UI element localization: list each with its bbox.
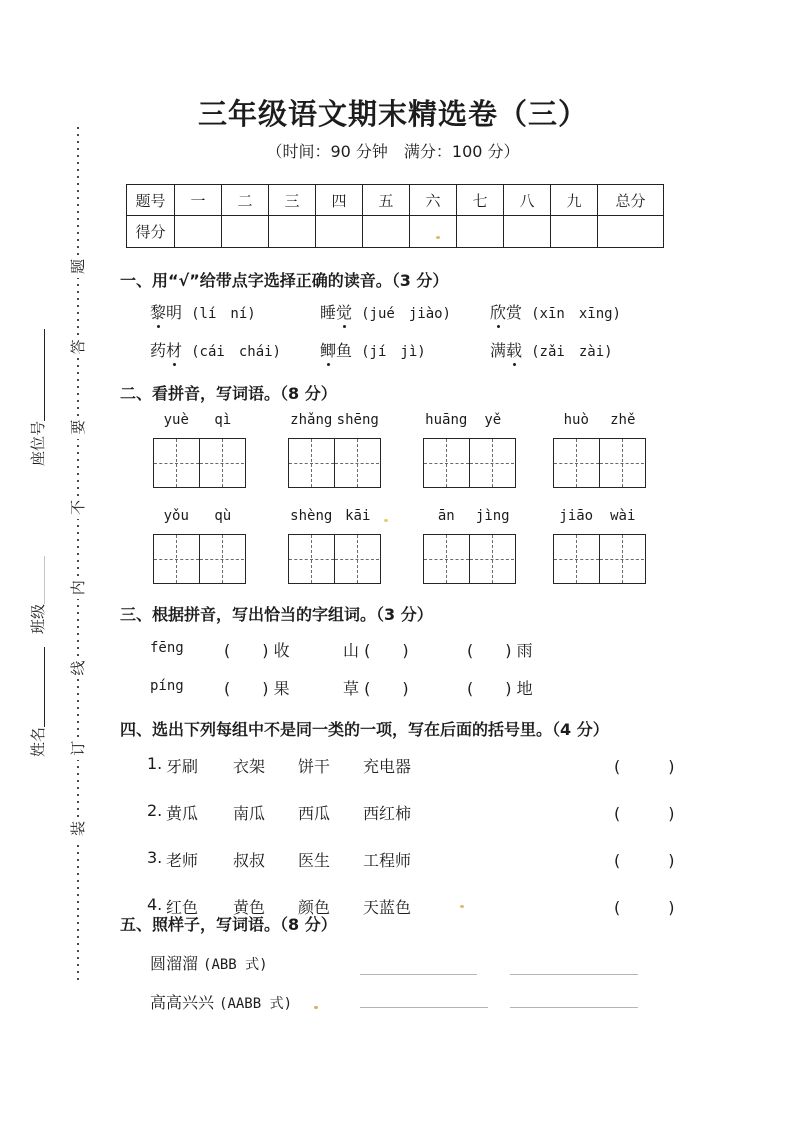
binding-dots: [77, 358, 79, 415]
writing-grid-cell: [334, 439, 380, 487]
binding-dots: [77, 840, 79, 980]
section-5-item: [150, 951, 268, 975]
score-cell-empty: [598, 216, 664, 248]
score-cell-empty: [175, 216, 222, 248]
word-option: 西红柿: [363, 804, 412, 823]
binding-char: 答: [69, 339, 87, 355]
writing-grid-cell: [424, 535, 469, 583]
binding-line: [67, 125, 88, 980]
seat-number-field: [26, 329, 48, 466]
page-subtitle: （时间：90 分钟 满分：100 分）: [266, 142, 520, 161]
name-blank-line: [44, 647, 45, 727]
item-number: 4.: [147, 895, 163, 914]
binding-dots: [77, 519, 79, 576]
score-table-header-cell: 五: [363, 185, 410, 216]
writing-grid-cell: [154, 535, 199, 583]
score-table-header-cell: 一: [175, 185, 222, 216]
example-word: 高高兴兴: [150, 993, 215, 1012]
item-number: 3.: [147, 848, 163, 867]
seat-number-blank-line: [44, 329, 45, 421]
score-table-header-cell: 总分: [598, 185, 664, 216]
answer-bracket: ( ): [614, 757, 675, 776]
word-option: 红色: [166, 898, 199, 917]
binding-char: 不: [69, 499, 87, 515]
binding-dots: [77, 679, 79, 736]
binding-char: 装: [69, 820, 87, 836]
pinyin-label: píng: [150, 678, 184, 694]
scan-speck: [384, 519, 388, 522]
writing-grid-cell: [599, 439, 645, 487]
section-4-item: [147, 848, 687, 870]
fill-blank-part: ( ) 果: [224, 679, 290, 698]
fill-blank-part: ( ) 收: [224, 641, 290, 660]
score-table-score-row: [127, 216, 664, 248]
score-table-header-cell: 六: [410, 185, 457, 216]
item-number: 2.: [147, 801, 163, 820]
score-cell-empty: [222, 216, 269, 248]
score-table-header-cell: 八: [504, 185, 551, 216]
writing-grid: [153, 438, 246, 488]
writing-grid: [423, 534, 516, 584]
writing-grid: [553, 438, 646, 488]
pinyin-word-group: [423, 412, 516, 488]
pinyin-word-group: [153, 508, 246, 584]
binding-dots: [77, 599, 79, 656]
writing-grid-cell: [154, 439, 199, 487]
score-table-header-cell: 四: [316, 185, 363, 216]
word-option: 叔叔: [233, 851, 266, 870]
pinyin-word-group: [288, 508, 381, 584]
pinyin-label: huāng: [425, 412, 468, 428]
score-cell-empty: [551, 216, 598, 248]
score-table-header-cell: 三: [269, 185, 316, 216]
word-option: 牙刷: [166, 757, 199, 776]
page-title: 三年级语文期末精选卷（三）: [197, 97, 588, 131]
binding-char: 线: [69, 660, 87, 676]
writing-grid-cell: [289, 535, 334, 583]
section-2-heading: 二、看拼音，写词语。（8 分）: [120, 384, 337, 403]
word-option: 衣架: [233, 757, 266, 776]
writing-grid: [423, 438, 516, 488]
writing-grid-cell: [469, 535, 515, 583]
pinyin-options: (zǎi zài): [531, 344, 613, 360]
pinyin-label: yǒu: [163, 508, 189, 524]
pinyin-label: jiāo: [559, 508, 594, 524]
score-cell-empty: [269, 216, 316, 248]
pinyin-label: shèng: [290, 508, 333, 524]
pinyin-label: yuè: [163, 412, 189, 428]
section-3-row: [150, 638, 570, 662]
word-option: 医生: [298, 851, 331, 870]
pinyin-label: qù: [214, 508, 232, 524]
section-1-heading: 一、用“√”给带点字选择正确的读音。（3 分）: [120, 271, 449, 290]
pinyin-label: yě: [484, 412, 502, 428]
binding-char: 订: [69, 740, 87, 756]
writing-grid-cell: [554, 535, 599, 583]
writing-grid-cell: [599, 535, 645, 583]
score-table-header-cell: 题号: [127, 185, 175, 216]
reading-choice-item: 药材 (cái chái): [150, 338, 281, 361]
section-3-heading: 三、根据拼音，写出恰当的字组词。（3 分）: [120, 605, 433, 624]
pinyin-options: (xīn xīng): [531, 306, 621, 322]
name-field: [26, 647, 48, 757]
writing-grid: [288, 438, 381, 488]
class-blank-line: [44, 556, 45, 604]
word-option: 南瓜: [233, 804, 266, 823]
word-option: 西瓜: [298, 804, 331, 823]
writing-grid-cell: [289, 439, 334, 487]
answer-blank-line: [360, 974, 477, 975]
seat-number-label: 座位号: [28, 420, 47, 466]
binding-char: 题: [69, 259, 87, 275]
pinyin-label: ān: [437, 508, 455, 524]
binding-char: 要: [69, 419, 87, 435]
writing-grid: [153, 534, 246, 584]
answer-bracket: ( ): [614, 804, 675, 823]
writing-grid-cell: [199, 535, 245, 583]
writing-grid-cell: [199, 439, 245, 487]
score-table-header-cell: 七: [457, 185, 504, 216]
word-option: 充电器: [363, 757, 412, 776]
writing-grid: [288, 534, 381, 584]
score-cell-empty: [316, 216, 363, 248]
score-cell-empty: [363, 216, 410, 248]
score-table-header-row: [127, 185, 664, 216]
section-4-item: [147, 754, 687, 776]
binding-dots: [77, 125, 79, 255]
pinyin-label: kāi: [345, 508, 371, 524]
reading-choice-item: 满载 (zǎi zài): [490, 338, 613, 361]
fill-blank-part: 山 ( ): [343, 641, 409, 660]
fill-blank-part: ( ) 雨: [467, 641, 533, 660]
writing-grid-cell: [334, 535, 380, 583]
binding-dots: [77, 439, 79, 496]
pinyin-options: (jí jì): [361, 344, 426, 360]
section-4-heading: 四、选出下列每组中不是同一类的一项，写在后面的括号里。（4 分）: [120, 720, 609, 739]
word-option: 工程师: [363, 851, 412, 870]
answer-bracket: ( ): [614, 851, 675, 870]
pinyin-label: wài: [610, 508, 636, 524]
pinyin-word-group: [553, 508, 646, 584]
score-cell-empty: [457, 216, 504, 248]
score-row-label: 得分: [127, 216, 175, 248]
pinyin-word-group: [153, 412, 246, 488]
section-3-row: [150, 676, 570, 700]
scan-speck: [436, 236, 440, 239]
pinyin-label: huò: [563, 412, 589, 428]
pinyin-options: (lí ní): [191, 306, 256, 322]
binding-dots: [77, 278, 79, 335]
reading-choice-item: 鲫鱼 (jí jì): [320, 338, 426, 361]
score-table-header-cell: 二: [222, 185, 269, 216]
score-table: [126, 184, 664, 248]
pinyin-label: zhě: [610, 412, 636, 428]
pinyin-label: zhǎng: [290, 412, 333, 428]
example-word: 圆溜溜: [150, 954, 199, 973]
answer-bracket: ( ): [614, 898, 675, 917]
pinyin-label: jìng: [475, 508, 510, 524]
pinyin-word-group: [288, 412, 381, 488]
item-number: 1.: [147, 754, 163, 773]
fill-blank-part: 草 ( ): [343, 679, 409, 698]
binding-char: 内: [69, 580, 87, 596]
writing-grid-cell: [469, 439, 515, 487]
score-cell-empty: [410, 216, 457, 248]
pinyin-label: shēng: [336, 412, 379, 428]
word-option: 黄色: [233, 898, 266, 917]
writing-grid-cell: [424, 439, 469, 487]
scan-speck: [460, 905, 464, 908]
reading-choice-item: 睡觉 (jué jiào): [320, 300, 451, 323]
answer-blank-line: [360, 1007, 488, 1008]
score-cell-empty: [504, 216, 551, 248]
word-option: 黄瓜: [166, 804, 199, 823]
section-4-item: [147, 801, 687, 823]
pinyin-word-group: [423, 508, 516, 584]
section-5-heading: 五、照样子，写词语。（8 分）: [120, 915, 337, 934]
pattern-label: (AABB 式): [219, 996, 293, 1012]
pinyin-label: fēng: [150, 640, 184, 656]
word-option: 天蓝色: [363, 898, 412, 917]
answer-blank-line: [510, 1007, 638, 1008]
binding-dots: [77, 760, 79, 817]
class-label: 班级: [28, 603, 47, 634]
writing-grid: [553, 534, 646, 584]
pinyin-label: qì: [214, 412, 232, 428]
writing-grid-cell: [554, 439, 599, 487]
reading-choice-item: 黎明 (lí ní): [150, 300, 256, 323]
answer-blank-line: [510, 974, 638, 975]
name-label: 姓名: [28, 726, 47, 757]
word-option: 饼干: [298, 757, 331, 776]
scan-speck: [314, 1006, 318, 1009]
word-option: 颜色: [298, 898, 331, 917]
pinyin-options: (cái chái): [191, 344, 281, 360]
pattern-label: (ABB 式): [203, 957, 268, 973]
fill-blank-part: ( ) 地: [467, 679, 533, 698]
class-field: [26, 556, 48, 634]
pinyin-word-group: [553, 412, 646, 488]
word-option: 老师: [166, 851, 199, 870]
score-table-header-cell: 九: [551, 185, 598, 216]
reading-choice-item: 欣赏 (xīn xīng): [490, 300, 621, 323]
pinyin-options: (jué jiào): [361, 306, 451, 322]
section-5-item: [150, 990, 292, 1014]
